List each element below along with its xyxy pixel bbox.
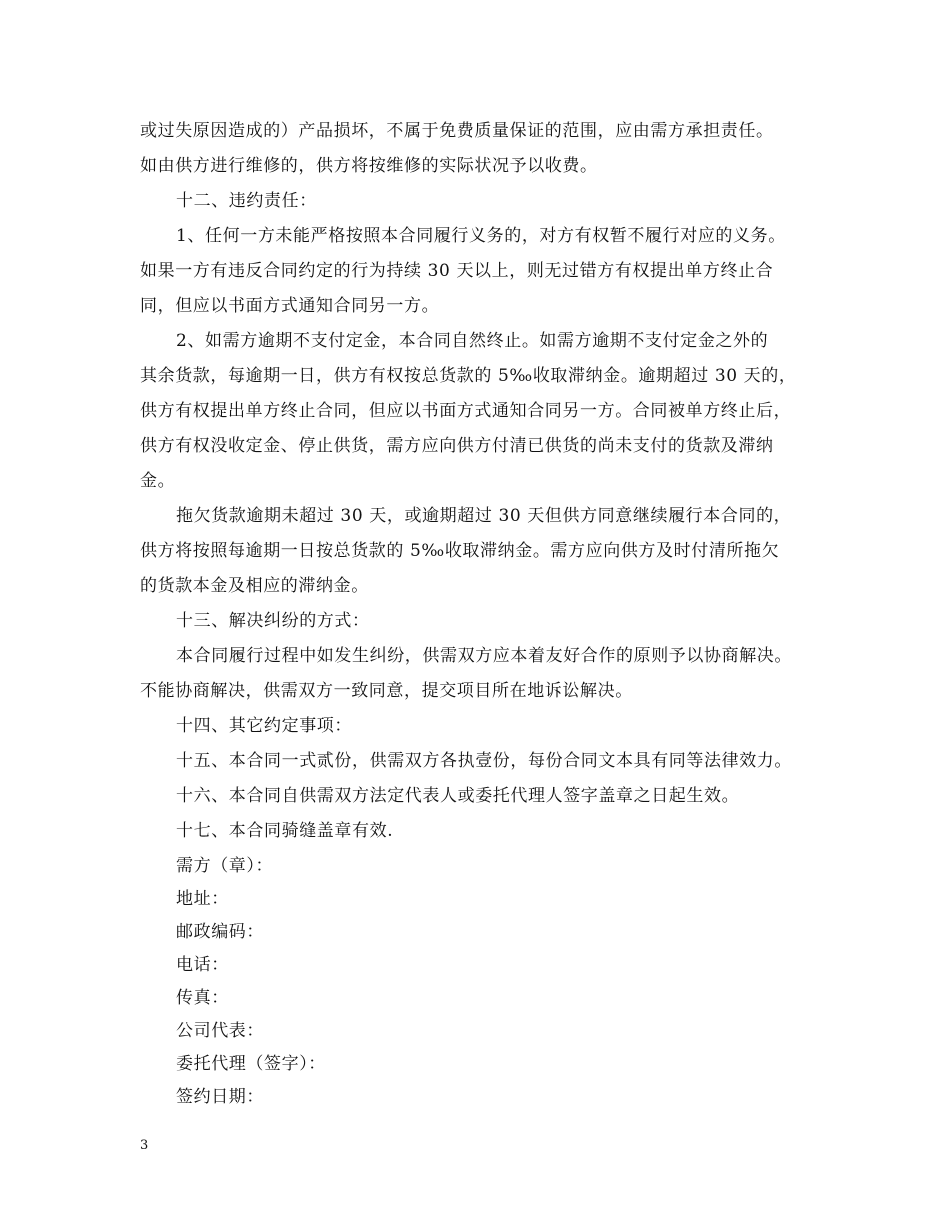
text-line: 1、任何一方未能严格按照本合同履行义务的，对方有权暂不履行对应的义务。	[176, 226, 786, 246]
text-line: 如果一方有违反合同约定的行为持续 30 天以上，则无过错方有权提出单方终止合	[140, 261, 774, 281]
text-line: 如由供方进行维修的，供方将按维修的实际状况予以收费。	[140, 156, 598, 176]
page-number: 3	[140, 1138, 149, 1153]
signature-field: 传真：	[176, 988, 229, 1008]
text-line: 供方将按照每逾期一日按总货款的 5‰收取滞纳金。需方应向供方及时付清所拖欠	[140, 541, 780, 561]
text-line: 其余货款，每逾期一日，供方有权按总货款的 5‰收取滞纳金。逾期超过 30 天的，	[140, 366, 797, 386]
signature-field: 地址：	[176, 889, 229, 909]
section-heading: 十三、解决纠纷的方式：	[176, 611, 370, 631]
signature-field: 电话：	[176, 955, 229, 975]
text-line: 金。	[140, 471, 176, 491]
section-heading: 十四、其它约定事项：	[176, 716, 352, 736]
signature-field: 需方（章）：	[176, 856, 274, 876]
text-line: 本合同履行过程中如发生纠纷，供需双方应本着友好合作的原则予以协商解决。	[176, 646, 792, 666]
text-line: 拖欠货款逾期未超过 30 天，或逾期超过 30 天但供方同意继续履行本合同的，	[176, 506, 792, 526]
text-line: 的货款本金及相应的滞纳金。	[140, 576, 369, 596]
signature-field: 邮政编码：	[176, 922, 264, 942]
text-line: 不能协商解决，供需双方一致同意，提交项目所在地诉讼解决。	[140, 681, 633, 701]
text-line: 2、如需方逾期不支付定金，本合同自然终止。如需方逾期不支付定金之外的	[176, 331, 769, 351]
signature-field: 签约日期：	[176, 1087, 264, 1107]
text-line: 十七、本合同骑缝盖章有效.	[176, 821, 394, 841]
text-line: 供方有权提出单方终止合同，但应以书面方式通知合同另一方。合同被单方终止后，	[140, 401, 792, 421]
section-heading: 十二、违约责任：	[176, 191, 317, 211]
text-line: 十六、本合同自供需双方法定代表人或委托代理人签字盖章之日起生效。	[176, 786, 740, 806]
signature-field: 委托代理（签字）：	[176, 1054, 326, 1074]
text-line: 十五、本合同一式贰份，供需双方各执壹份，每份合同文本具有同等法律效力。	[176, 751, 792, 771]
signature-field: 公司代表：	[176, 1021, 264, 1041]
text-line: 同，但应以书面方式通知合同另一方。	[140, 296, 440, 316]
text-line: 或过失原因造成的）产品损坏，不属于免费质量保证的范围，应由需方承担责任。	[140, 121, 774, 141]
text-line: 供方有权没收定金、停止供货，需方应向供方付清已供货的尚未支付的货款及滞纳	[140, 436, 774, 456]
